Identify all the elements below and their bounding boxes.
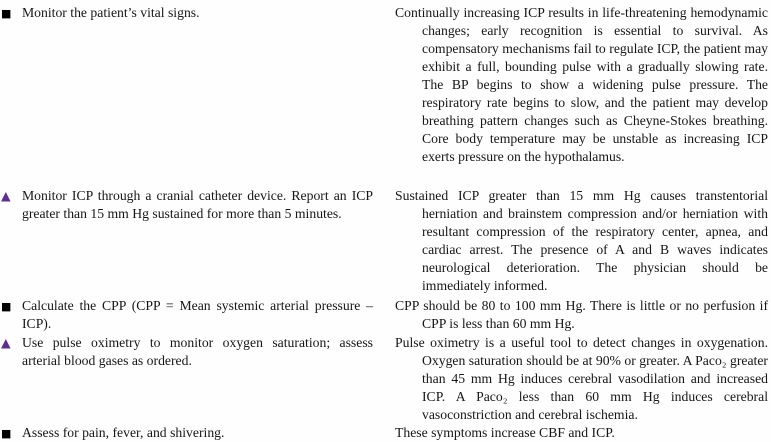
intervention-item — [1, 4, 373, 22]
rationale-cell — [395, 187, 771, 297]
rationale-paragraph: Continually increasing ICP results in life-threatening hemodynamic changes; early recognition is essential to survival. As compensatory mechanisms fail to regulate ICP, the patient may exhibit a full, bounding pulse with a gradually slowing rate. The BP begins to show a widening pulse pressure. The respiratory rate begins to slow, and the patient may develop breathing pattern changes such as Cheyne-Stokes breathing. Core body temperature may be unstable as increasing ICP exerts pressure on the hypothalamus. — [395, 5, 768, 164]
intervention-cell — [1, 334, 395, 424]
square-bullet-icon: ■ — [1, 7, 12, 20]
rationale-cell — [395, 297, 771, 334]
intervention-item — [1, 297, 373, 333]
rationale-paragraph: Pulse oximetry is a useful tool to detect changes in oxygenation. Oxygen saturation should be at 90% or greater. A Paco₂ greater than 45 mm Hg induces cerebral vasodilation and increased ICP. A Paco₂ less than 60 mm Hg induces cerebral vasoconstriction and cerebral ischemia. — [395, 335, 768, 422]
rationale-paragraph: CPP should be 80 to 100 mm Hg. There is little or no perfusion if CPP is less than 60 mm Hg. — [395, 298, 768, 331]
intervention-cell — [1, 297, 395, 334]
intervention-cell — [1, 424, 395, 442]
triangle-bullet-icon: ▲ — [1, 188, 11, 203]
intervention-text: Monitor the patient’s vital signs. — [22, 5, 200, 20]
intervention-item — [1, 187, 373, 223]
intervention-text: Calculate the CPP (CPP = Mean systemic arterial pressure – ICP). — [22, 298, 373, 331]
intervention-cell — [1, 187, 395, 297]
intervention-item — [1, 334, 373, 370]
rationale-paragraph: These symptoms increase CBF and ICP. — [395, 425, 615, 440]
intervention-cell — [1, 4, 395, 187]
intervention-text: Use pulse oximetry to monitor oxygen saturation; assess arterial blood gases as ordered. — [22, 335, 373, 368]
rationale-cell — [395, 4, 771, 187]
intervention-item — [1, 424, 373, 442]
square-bullet-icon: ■ — [1, 427, 12, 440]
intervention-text: Monitor ICP through a cranial catheter device. Report an ICP greater than 15 mm Hg sustained for more than 5 minutes. — [22, 188, 373, 221]
square-bullet-icon: ■ — [1, 300, 12, 313]
rationale-cell — [395, 424, 771, 442]
rationale-cell — [395, 334, 771, 424]
intervention-text: Assess for pain, fever, and shivering. — [22, 425, 225, 440]
triangle-bullet-icon: ▲ — [1, 335, 11, 350]
rationale-paragraph: Sustained ICP greater than 15 mm Hg causes transtentorial herniation and brainstem compression and/or herniation with resultant compression of the respiratory center, apnea, and cardiac arrest. The presence of A and B waves indicates neurological deterioration. The physician should be immediately informed. — [395, 188, 768, 293]
interventions-rationales-table — [1, 4, 771, 442]
